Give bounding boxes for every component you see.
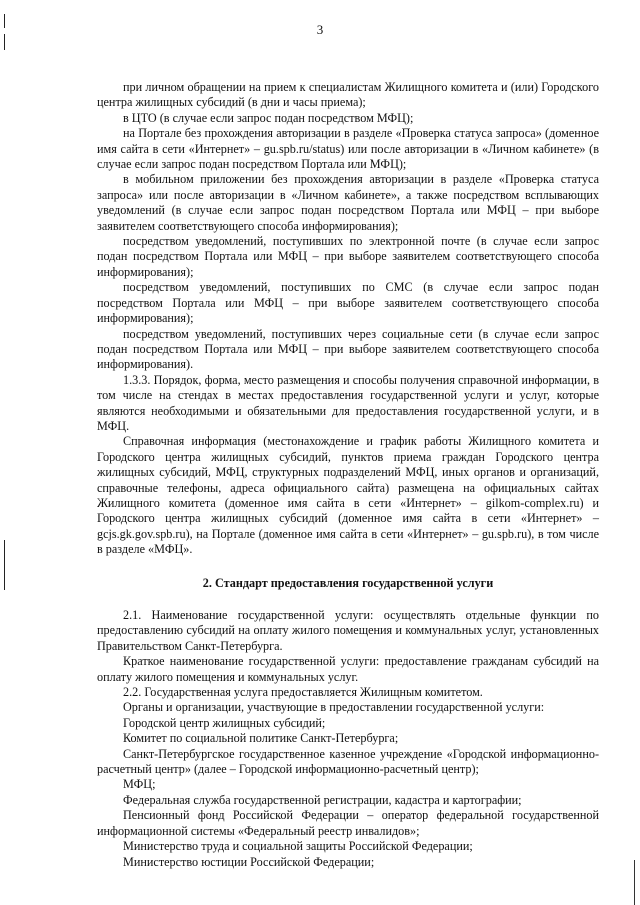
paragraph: Министерство юстиции Российской Федерации;	[123, 854, 375, 869]
scan-margin-mark	[4, 540, 5, 590]
paragraph: 2.1. Наименование государственной услуги: осуществлять отдельные функции по предоставлению субсидий на оплату жилого помещения и коммунальных услуг, установленных Правительством Санкт-Петербурга.	[97, 608, 599, 653]
paragraph: 1.3.3. Порядок, форма, место размещения и способы получения справочной информации, в том числе на стендах в местах предоставления государственной услуги и услуг, которые являются необходимыми и обязательными для предоставления государственной услуги, и в МФЦ.	[97, 372, 599, 433]
paragraph: Городской центр жилищных субсидий;	[123, 715, 326, 730]
paragraph: Пенсионный фонд Российской Федерации – оператор федеральной государственной информационной системы «Федеральный реестр инвалидов»;	[97, 808, 599, 838]
paragraph: при личном обращении на прием к специалистам Жилищного комитета и (или) Городского центра жилищных субсидий (в дни и часы приема);	[97, 80, 599, 110]
paragraph: в ЦТО (в случае если запрос подан посредством МФЦ);	[123, 110, 414, 125]
paragraph: в мобильном приложении без прохождения авторизации в разделе «Проверка статуса запроса» или после авторизации в «Личном кабинете», а также посредством всплывающих уведомлений (в случае если запрос подан посредством Портала или МФЦ – при выборе заявителем соответствующего способа информирования);	[97, 172, 599, 233]
paragraph: МФЦ;	[123, 777, 156, 792]
paragraph: посредством уведомлений, поступивших через социальные сети (в случае если запрос подан посредством Портала или МФЦ – при выборе заявителем соответствующего способа информирования).	[97, 326, 599, 372]
paragraph: посредством уведомлений, поступивших по СМС (в случае если запрос подан посредством Портала или МФЦ – при выборе заявителем соответствующего способа информирования);	[97, 280, 599, 326]
paragraph: Комитет по социальной политике Санкт-Петербурга;	[123, 731, 399, 746]
scan-edge-mark	[634, 860, 635, 905]
paragraph: Министерство труда и социальной защиты Российской Федерации;	[123, 839, 473, 854]
page-number: 3	[316, 22, 324, 37]
paragraph: Органы и организации, участвующие в предоставлении государственной услуги:	[123, 700, 545, 715]
paragraph: посредством уведомлений, поступивших по электронной почте (в случае если запрос подан посредством Портала или МФЦ – при выборе заявителем соответствующего способа информирования);	[97, 234, 599, 279]
section-heading: 2. Стандарт предоставления государственной услуги	[202, 575, 494, 590]
paragraph: на Портале без прохождения авторизации в разделе «Проверка статуса запроса» (доменное имя сайта в сети «Интернет» – gu.spb.ru/status) или после авторизации в «Личном кабинете» (в случае если запрос подан посредством Портала или МФЦ);	[97, 126, 599, 172]
paragraph: Федеральная служба государственной регистрации, кадастра и картографии;	[123, 792, 522, 807]
paragraph: Краткое наименование государственной услуги: предоставление гражданам субсидий на оплату жилого помещения и коммунальных услуг.	[97, 654, 599, 684]
document-body	[97, 80, 599, 870]
paragraph: Справочная информация (местонахождение и график работы Жилищного комитета и Городского центра жилищных субсидий, пунктов приема граждан Городского центра жилищных субсидий, МФЦ, структурных подразделений МФЦ, иных органов и организаций, справочные телефоны, адреса официального сайта) размещена на официальных сайтах Жилищного комитета (доменное имя сайта в сети «Интернет» – gilkom-complex.ru) и Городского центра жилищных субсидий (доменное имя сайта в сети «Интернет» – gcjs.gk.gov.spb.ru), на Портале (доменное имя сайта в сети «Интернет» – gu.spb.ru), в том числе в разделе «МФЦ».	[97, 434, 599, 557]
paragraph: Санкт-Петербургское государственное казенное учреждение «Городской информационно-расчетный центр» (далее – Городской информационно-расчетный центр);	[97, 746, 599, 777]
paragraph: 2.2. Государственная услуга предоставляется Жилищным комитетом.	[123, 685, 483, 700]
